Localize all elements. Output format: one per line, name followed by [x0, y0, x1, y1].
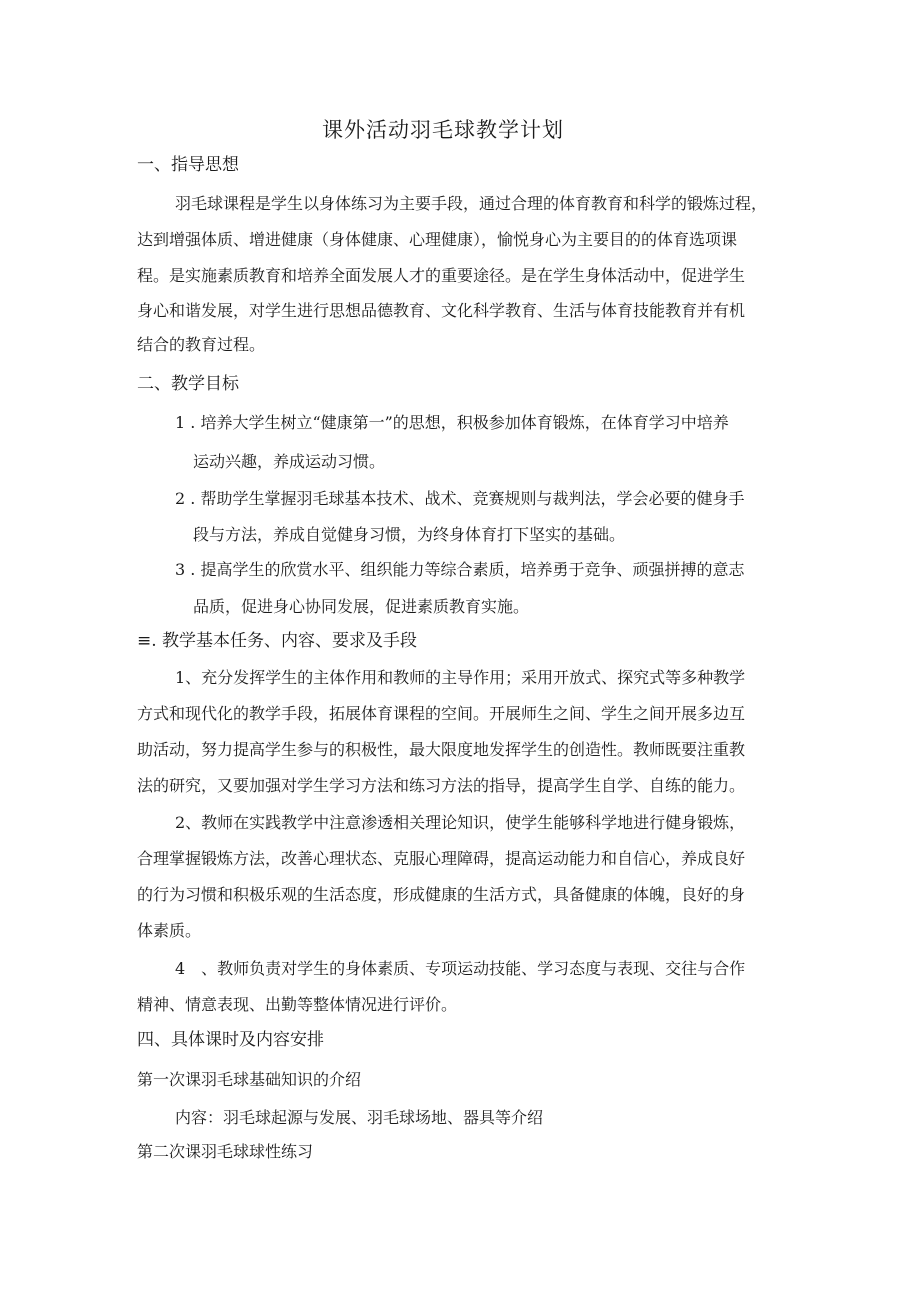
paragraph-line: 的行为习惯和积极乐观的生活态度，形成健康的生活方式，具备健康的体魄，良好的身: [137, 885, 746, 904]
paragraph-line: 结合的教育过程。: [137, 335, 266, 354]
paragraph-line: 身心和谐发展，对学生进行思想品德教育、文化科学教育、生活与体育技能教育并有机: [137, 301, 746, 320]
paragraph-line: 法的研究，又要加强对学生学习方法和练习方法的指导，提高学生自学、自练的能力。: [137, 776, 746, 795]
paragraph-line: 达到增强体质、增进健康（身体健康、心理健康），愉悦身心为主要目的的体育选项课: [137, 230, 738, 249]
paragraph-line: 体素质。: [137, 921, 202, 940]
paragraph-line: 2、教师在实践教学中注意渗透相关理论知识，使学生能够科学地进行健身锻炼，: [175, 813, 746, 832]
section-heading-guiding-ideology: 一、指导思想: [137, 155, 239, 175]
lesson-content: 内容：羽毛球起源与发展、羽毛球场地、器具等介绍: [175, 1108, 544, 1127]
paragraph-line: 1、充分发挥学生的主体作用和教师的主导作用；采用开放式、探究式等多种教学: [175, 668, 746, 687]
goal-item-line: 品质，促进身心协同发展，促进素质教育实施。: [193, 597, 530, 616]
paragraph-line: 羽毛球课程是学生以身体练习为主要手段，通过合理的体育教育和科学的锻炼过程，: [175, 194, 768, 213]
goal-item-line: 2 . 帮助学生掌握羽毛球基本技术、战术、竞赛规则与裁判法，学会必要的健身手: [175, 489, 745, 508]
paragraph-line: 程。是实施素质教育和培养全面发展人才的重要途径。是在学生身体活动中，促进学生: [137, 266, 746, 285]
goal-item-line: 1 . 培养大学生树立“健康第一”的思想，积极参加体育锻炼，在体育学习中培养: [175, 413, 729, 432]
page-title: 课外活动羽毛球教学计划: [322, 118, 564, 142]
paragraph-line: 4 、教师负责对学生的身体素质、专项运动技能、学习态度与表现、交往与合作: [175, 959, 746, 978]
lesson-title: 第一次课羽毛球基础知识的介绍: [137, 1070, 362, 1089]
section-heading-tasks: ≡. 教学基本任务、内容、要求及手段: [137, 631, 418, 651]
section-heading-teaching-goals: 二、教学目标: [137, 374, 239, 394]
paragraph-line: 方式和现代化的教学手段，拓展体育课程的空间。开展师生之间、学生之间开展多边互: [137, 704, 746, 723]
paragraph-line: 助活动，努力提高学生参与的积极性，最大限度地发挥学生的创造性。教师既要注重教: [137, 740, 746, 759]
lesson-title: 第二次课羽毛球球性练习: [137, 1142, 314, 1161]
section-heading-schedule: 四、具体课时及内容安排: [137, 1030, 324, 1050]
paragraph-line: 合理掌握锻炼方法，改善心理状态、克服心理障碍，提高运动能力和自信心，养成良好: [137, 849, 746, 868]
paragraph-line: 精神、情意表现、出勤等整体情况进行评价。: [137, 995, 458, 1014]
goal-item-line: 运动兴趣，养成运动习惯。: [193, 452, 386, 471]
goal-item-line: 3 . 提高学生的欣赏水平、组织能力等综合素质，培养勇于竞争、顽强拼搏的意志: [175, 560, 745, 579]
goal-item-line: 段与方法，养成自觉健身习惯，为终身体育打下坚实的基础。: [193, 525, 626, 544]
